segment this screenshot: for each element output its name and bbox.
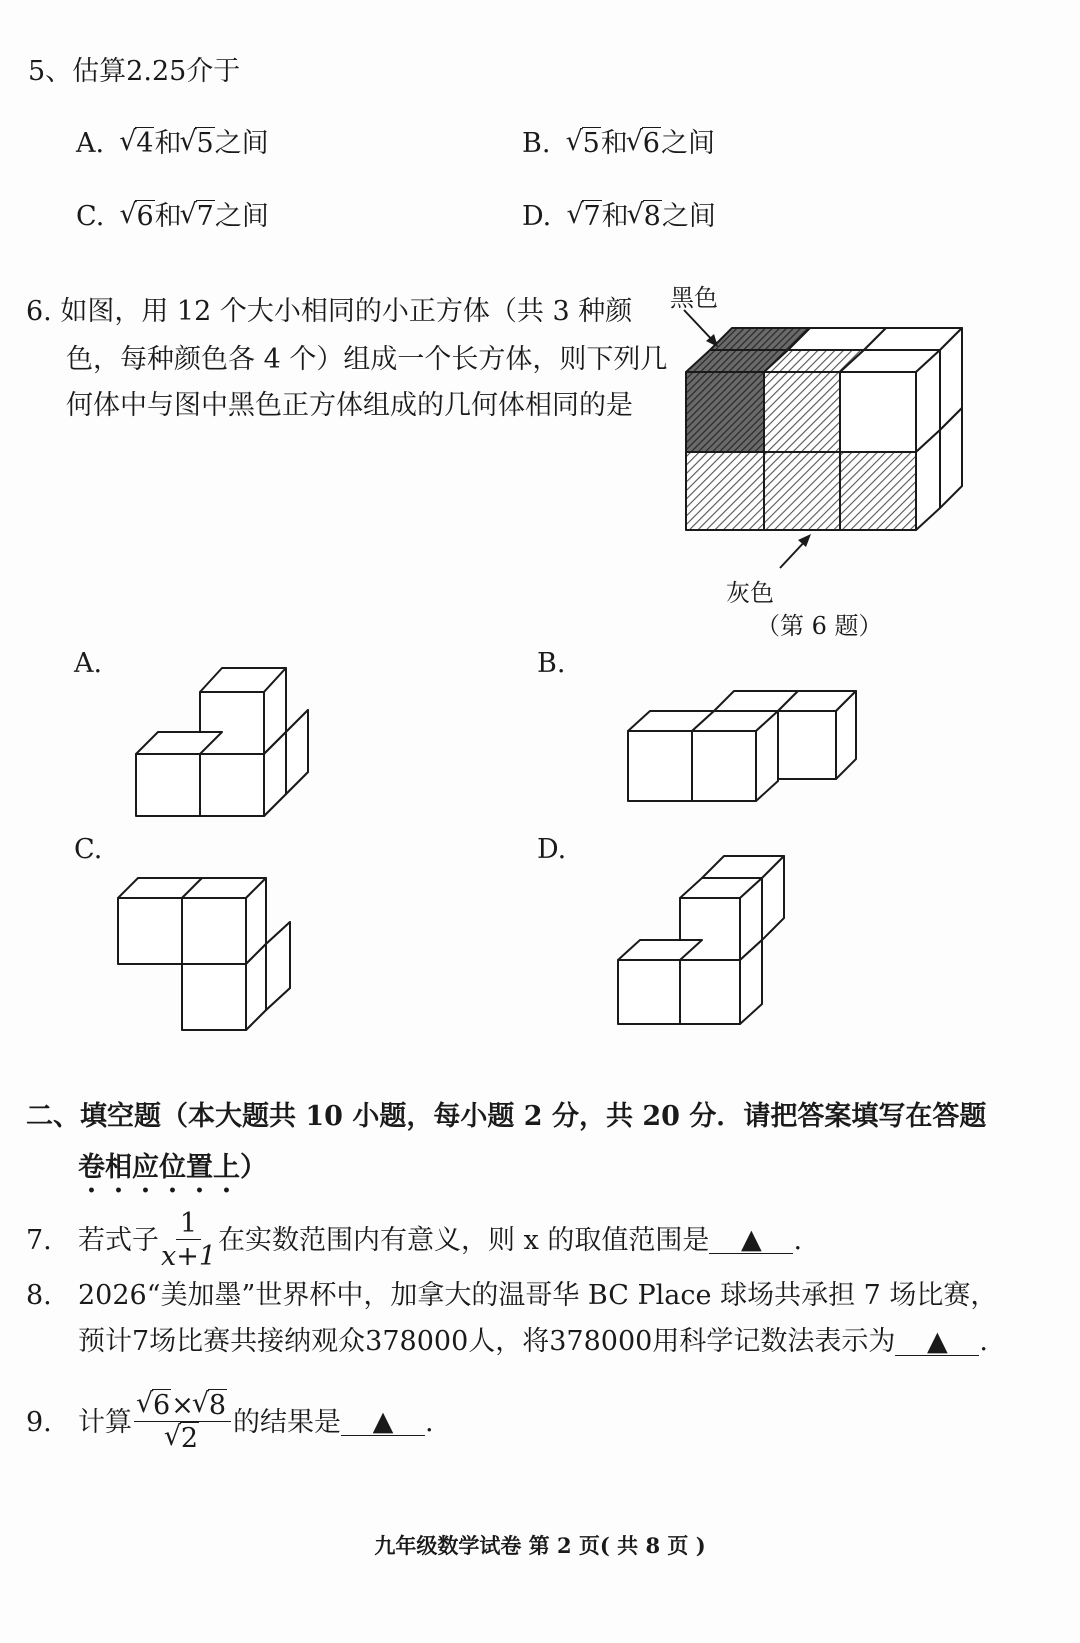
q6-option-d-figure[interactable] <box>610 850 800 1035</box>
q8-number: 8. <box>26 1280 52 1311</box>
sqrt-symbol: √ 5 <box>181 130 214 157</box>
q6-option-a-figure[interactable] <box>130 660 330 830</box>
sqrt-symbol: √ 8 <box>629 203 662 230</box>
q5-option-d[interactable]: D. √ 7和√ 8之间 <box>522 203 716 230</box>
sqrt-symbol: √ 7 <box>568 203 601 230</box>
sqrt-symbol: √ 4 <box>121 130 154 157</box>
q7-pre: 若式子 <box>78 1224 159 1256</box>
q7-post: 在实数范围内有意义，则 x 的取值范围是 <box>218 1224 710 1256</box>
q5-stem: 5、估算2.25介于 <box>28 56 241 87</box>
section-2-heading-line-2: 卷相应位置上） <box>78 1152 267 1183</box>
q8-answer-blank[interactable]: ▲ <box>895 1328 979 1356</box>
sqrt-symbol: √ 5 <box>568 130 601 157</box>
q7-fraction: $\frac{1}{x+1}$ <box>161 1208 217 1272</box>
q8-line-1: 2026“美加墨”世界杯中，加拿大的温哥华 BC Place 球场共承担 7 场比赛， <box>78 1280 998 1311</box>
sqrt-symbol: √ 7 <box>182 203 215 230</box>
q6-stem-line-3: 何体中与图中黑色正方体组成的几何体相同的是 <box>66 390 633 421</box>
q8-line-2: 预计7场比赛共接纳观众378000人，将378000用科学记数法表示为 ▲ . <box>78 1326 988 1357</box>
q9-post: 的结果是 <box>233 1406 341 1438</box>
option-letter: C. <box>76 201 105 232</box>
q7: 7. 若式子 $\frac{1}{x+1}$ 在实数范围内有意义，则 x 的取值范围是 ▲ . <box>26 1208 803 1272</box>
q6-option-d-label[interactable]: D. <box>537 834 567 865</box>
q9-fraction: √ 6×√ 8 √ 2 <box>134 1392 231 1452</box>
sqrt-symbol: √ 6 <box>628 130 661 157</box>
q9-answer-blank[interactable]: ▲ <box>341 1408 425 1436</box>
q6-stem-line-1: 6. 如图，用 12 个大小相同的小正方体（共 3 种颜 <box>26 296 633 327</box>
option-letter: A. <box>76 128 105 159</box>
sqrt-symbol: √ 6 <box>121 203 154 230</box>
q6-option-c-label[interactable]: C. <box>74 834 103 865</box>
figure-caption: （第 6 题） <box>756 612 883 640</box>
q5-option-a[interactable]: A. √ 4和√ 5之间 <box>76 130 269 157</box>
q9-number: 9. <box>26 1406 52 1438</box>
option-letter: B. <box>522 128 551 159</box>
q7-number: 7. <box>26 1224 52 1256</box>
q6-option-c-figure[interactable] <box>110 870 310 1040</box>
q6-option-a-label[interactable]: A. <box>74 648 103 679</box>
page-footer: 九年级数学试卷 第 2 页( 共 8 页 ) <box>374 1533 706 1558</box>
q7-answer-blank[interactable]: ▲ <box>709 1226 793 1254</box>
q6-cuboid-figure <box>660 270 1000 580</box>
q9: 9. 计算 √ 6×√ 8 √ 2 的结果是 ▲ . <box>26 1392 434 1452</box>
q5-option-c[interactable]: C. √ 6和√ 7之间 <box>76 203 269 230</box>
q6-stem-line-2: 色，每种颜色各 4 个）组成一个长方体，则下列几 <box>66 344 668 375</box>
q9-pre: 计算 <box>78 1406 132 1438</box>
option-letter: D. <box>522 201 552 232</box>
label-gray: 灰色 <box>726 579 774 607</box>
q6-option-b-label[interactable]: B. <box>537 648 566 679</box>
q5-option-b[interactable]: B. √ 5和√ 6之间 <box>522 130 715 157</box>
q6-option-b-figure[interactable] <box>620 685 870 810</box>
label-black: 黑色 <box>670 284 718 312</box>
section-2-heading-line-1: 二、填空题（本大题共 10 小题，每小题 2 分，共 20 分．请把答案填写在答题 <box>26 1101 987 1132</box>
